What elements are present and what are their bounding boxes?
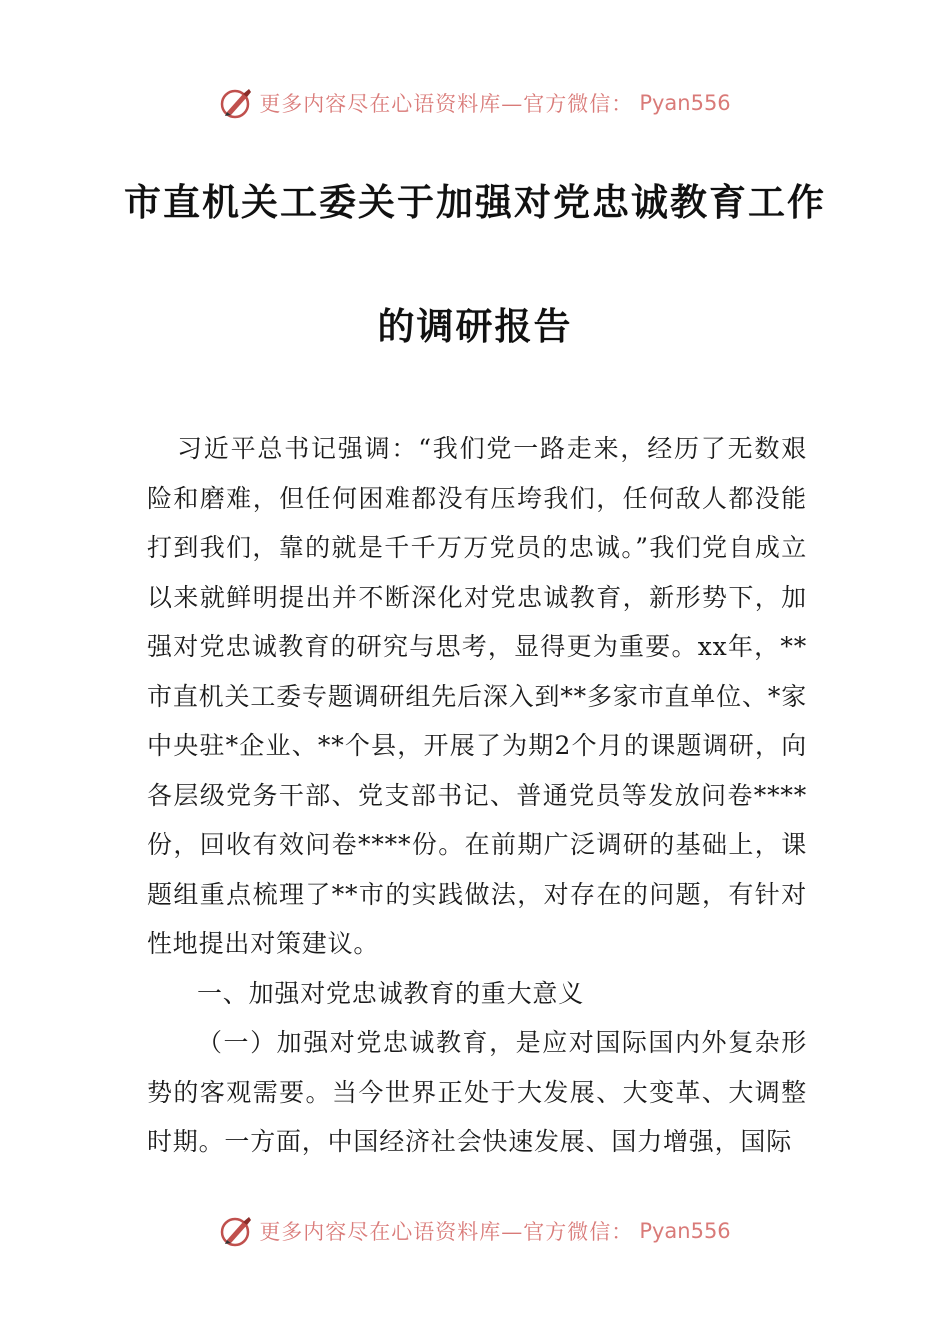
banner-text: 更多内容尽在心语资料库—官方微信： <box>259 92 634 116</box>
header-banner <box>0 80 950 126</box>
document-title-line-2: 的调研报告 <box>377 304 573 348</box>
footer-banner <box>0 1208 950 1254</box>
banner-text: 更多内容尽在心语资料库—官方微信： <box>259 1220 634 1244</box>
document-title-line-1: 市直机关工委关于加强对党忠诚教育工作 <box>124 180 826 224</box>
section-heading: 一、加强对党忠诚教育的重大意义 <box>197 978 585 1008</box>
pen-logo-icon <box>219 1214 253 1248</box>
document-body <box>147 424 807 1167</box>
banner-wechat-id: Pyan556 <box>639 91 731 115</box>
intro-paragraph: 习近平总书记强调：“我们党一路走来，经历了无数艰险和磨难，但任何困难都没有压垮我们，任何敌人都没能打到我们，靠的就是千千万万党员的忠诚。”我们党自成立以来就鲜明提出并不断深化对党忠诚教育，新形势下，加强对党忠诚教育的研究与思考，显得更为重要。xx年，**市直机关工委专题调研组先后深入到**多家市直单位、*家中央驻*企业、**个县，开展了为期2个月的课题调研，向各层级党务干部、党支部书记、普通党员等发放问卷****份，回收有效问卷****份。在前期广泛调研的基础上，课题组重点梳理了**市的实践做法，对存在的问题，有针对性地提出对策建议。 <box>147 434 807 958</box>
banner-wechat-id: Pyan556 <box>639 1219 731 1243</box>
body-paragraph: （一）加强对党忠诚教育，是应对国际国内外复杂形势的客观需要。当今世界正处于大发展、大变革、大调整时期。一方面，中国经济社会快速发展、国力增强，国际 <box>147 1028 807 1156</box>
pen-logo-icon <box>219 86 253 120</box>
